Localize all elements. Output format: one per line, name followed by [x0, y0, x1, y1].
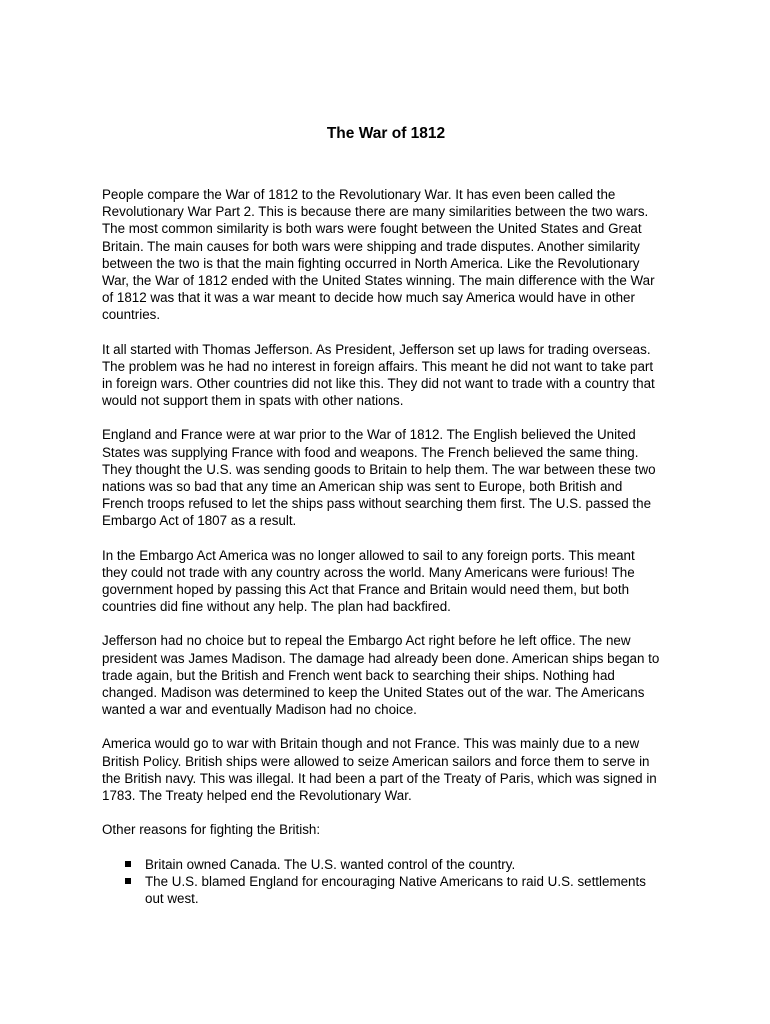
reasons-list [102, 856, 662, 908]
list-item-text: Britain owned Canada. The U.S. wanted control of the country. [145, 856, 516, 872]
square-bullet-icon [125, 878, 131, 884]
square-bullet-icon [125, 861, 131, 867]
list-item [102, 856, 662, 873]
paragraph-comparison: People compare the War of 1812 to the Revolutionary War. It has even been called the Revolutionary War Part 2. This is because there are many similarities between the two wars. The most common similarity is both wars were fought between the United States and Great Britain. The main causes for both wars were shipping and trade disputes. Another similarity between the two is that the main fighting occurred in North America. Like the Revolutionary War, the War of 1812 ended with the United States winning. The main difference with the War of 1812 was that it was a war meant to decide how much say America would have in other countries. [102, 187, 655, 323]
paragraph-other-reasons: Other reasons for fighting the British: [102, 822, 321, 838]
paragraph-england-france: England and France were at war prior to the War of 1812. The English believed the United States was supplying France with food and weapons. The French believed the same thing. They thought the U.S. was sending goods to Britain to help them. The war between these two nations was so bad that any time an American ship was sent to Europe, both British and French troops refused to let the ships pass without searching them first. The U.S. passed the Embargo Act of 1807 as a result. [102, 427, 656, 529]
paragraph-embargo-act: In the Embargo Act America was no longer allowed to sail to any foreign ports. This meant they could not trade with any country across the world. Many Americans were furious! The government hoped by passing this Act that France and Britain would need them, but both countries did fine without any help. The plan had backfired. [102, 547, 635, 615]
document-page [102, 124, 662, 907]
paragraph-jefferson: It all started with Thomas Jefferson. As President, Jefferson set up laws for trading overseas. The problem was he had no interest in foreign affairs. This meant he did not want to take part in foreign wars. Other countries did not like this. They did not want to trade with a country that would not support them in spats with other nations. [102, 341, 655, 409]
document-title: The War of 1812 [326, 125, 446, 142]
paragraph-british-policy: America would go to war with Britain though and not France. This was mainly due to a new British Policy. British ships were allowed to seize American sailors and force them to serve in the British navy. This was illegal. It had been a part of the Treaty of Paris, which was signed in 1783. The Treaty helped end the Revolutionary War. [102, 736, 657, 804]
list-item-text: The U.S. blamed England for encouraging Native Americans to raid U.S. settlements out west. [145, 873, 646, 906]
list-item [102, 873, 662, 907]
paragraph-repeal: Jefferson had no choice but to repeal the Embargo Act right before he left office. The new president was James Madison. The damage had already been done. American ships began to trade again, but the British and French went back to searching their ships. Nothing had changed. Madison was determined to keep the United States out of the war. The Americans wanted a war and eventually Madison had no choice. [102, 633, 660, 718]
